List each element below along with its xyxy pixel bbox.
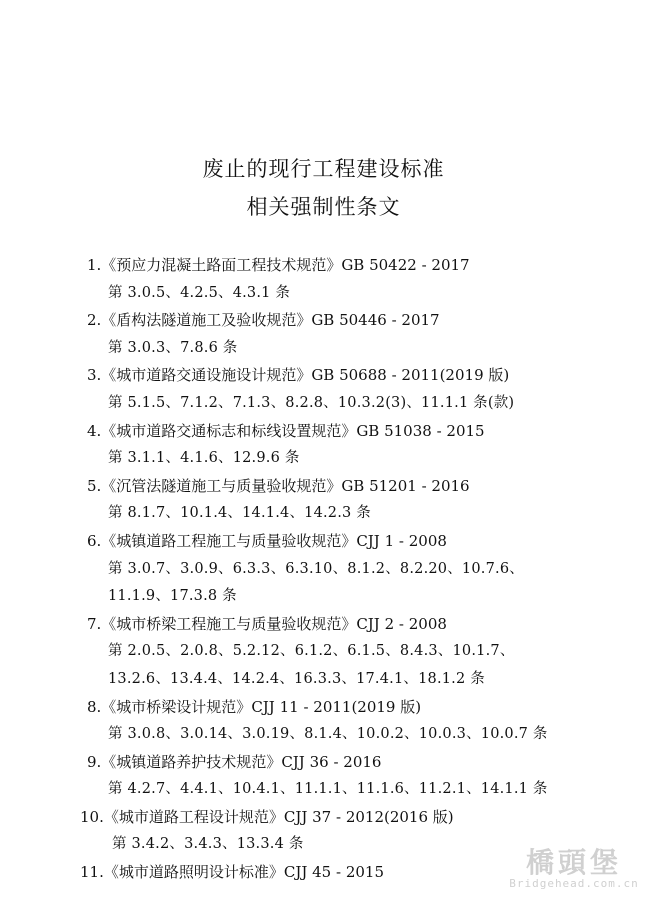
clause-list: 第 2.0.5、2.0.8、5.2.12、6.1.2、6.1.5、8.4.3、10.1.7、 bbox=[108, 643, 515, 660]
standard-heading: 7.《城市桥梁工程施工与质量验收规范》CJJ 2 - 2008 bbox=[87, 614, 447, 633]
standard-heading: 1.《预应力混凝土路面工程技术规范》GB 50422 - 2017 bbox=[87, 256, 470, 274]
clause-list: 第 3.0.3、7.8.6 条 bbox=[108, 339, 238, 356]
standard-heading: 10.《城市道路工程设计规范》CJJ 37 - 2012(2016 版) bbox=[80, 807, 454, 826]
clause-list: 第 3.1.1、4.1.6、12.9.6 条 bbox=[108, 450, 300, 467]
standard-heading: 8.《城市桥梁设计规范》CJJ 11 - 2011(2019 版) bbox=[87, 697, 422, 716]
standard-heading: 9.《城镇道路养护技术规范》CJJ 36 - 2016 bbox=[87, 752, 382, 771]
clause-list: 第 8.1.7、10.1.4、14.1.4、14.2.3 条 bbox=[108, 505, 371, 522]
page-title: 废止的现行工程建设标准 bbox=[202, 157, 445, 181]
standard-heading: 3.《城市道路交通设施设计规范》GB 50688 - 2011(2019 版) bbox=[87, 366, 510, 385]
clause-list: 第 3.0.7、3.0.9、6.3.3、6.3.10、8.1.2、8.2.20、10.7.6、 bbox=[108, 560, 524, 577]
standard-heading: 2.《盾构法隧道施工及验收规范》GB 50446 - 2017 bbox=[87, 311, 440, 330]
watermark-url: Bridgehead.com.cn bbox=[509, 877, 639, 890]
watermark-logo: 橋頭堡 bbox=[525, 846, 622, 879]
standard-heading: 6.《城镇道路工程施工与质量验收规范》CJJ 1 - 2008 bbox=[87, 531, 447, 550]
clause-list: 13.2.6、13.4.4、14.2.4、16.3.3、17.4.1、18.1.2 条 bbox=[108, 670, 485, 687]
clause-list: 第 3.4.2、3.4.3、13.3.4 条 bbox=[112, 836, 304, 853]
clause-list: 第 3.0.8、3.0.14、3.0.19、8.1.4、10.0.2、10.0.3、10.0.7 条 bbox=[108, 726, 548, 743]
clause-list: 第 3.0.5、4.2.5、4.3.1 条 bbox=[108, 284, 291, 301]
standard-heading: 5.《沉管法隧道施工与质量验收规范》GB 51201 - 2016 bbox=[87, 476, 470, 495]
clause-list: 第 4.2.7、4.4.1、10.4.1、11.1.1、11.1.6、11.2.1、14.1.1 条 bbox=[108, 781, 548, 798]
standards-list bbox=[0, 252, 647, 887]
page-subtitle: 相关强制性条文 bbox=[246, 195, 401, 219]
clause-list: 第 5.1.5、7.1.2、7.1.3、8.2.8、10.3.2(3)、11.1.1 条(款) bbox=[108, 394, 515, 411]
standard-heading: 11.《城市道路照明设计标准》CJJ 45 - 2015 bbox=[80, 863, 384, 882]
watermark bbox=[509, 848, 639, 890]
clause-list: 11.1.9、17.3.8 条 bbox=[108, 588, 237, 605]
standard-heading: 4.《城市道路交通标志和标线设置规范》GB 51038 - 2015 bbox=[87, 421, 485, 440]
title-block bbox=[0, 150, 647, 226]
